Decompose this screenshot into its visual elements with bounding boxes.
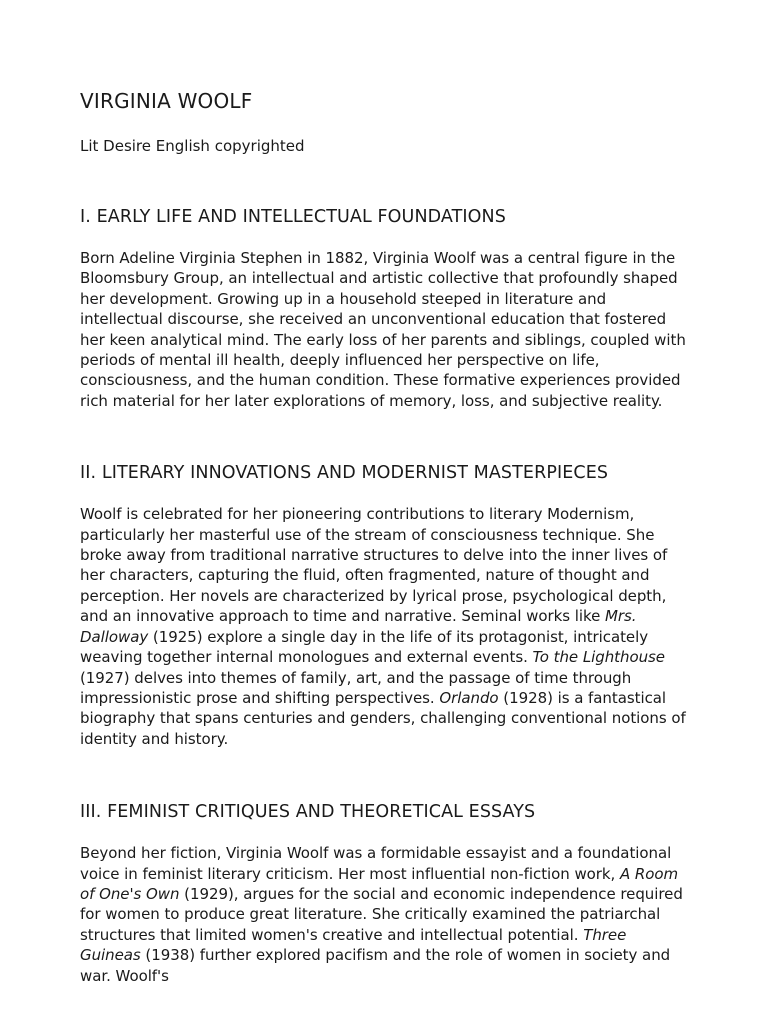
paragraph-text: Born Adeline Virginia Stephen in 1882, Virginia Woolf was a central figure in the Bloomsbury Group, an intellectual and artistic collective that profoundly shaped her development. Growing up in a household steeped in literature and intellectual discourse, she received an unconventional education that fostered her keen analytical mind. The early loss of her parents and siblings, coupled with periods of mental ill health, deeply influenced her perspective on life, consciousness, and the human condition. These formative experiences provided rich material for her later explorations of memory, loss, and subjective reality.	[80, 249, 686, 410]
paragraph-text: (1925) explore a single day in the life of its protagonist, intricately weaving together internal monologues and external events.	[80, 627, 649, 667]
document-title: VIRGINIA WOOLF	[80, 89, 253, 113]
section-paragraph	[80, 248, 688, 411]
section-heading: II. LITERARY INNOVATIONS AND MODERNIST MASTERPIECES	[80, 463, 609, 484]
section-paragraph	[80, 504, 688, 749]
paragraph-text: Woolf is celebrated for her pioneering contributions to literary Modernism, particularly her masterful use of the stream of consciousness technique. She broke away from traditional narrative structures to delve into the inner lives of her characters, capturing the fluid, often fragmented, nature of thought and perception. Her novels are characterized by lyrical prose, psychological depth, and an innovative approach to time and narrative. Seminal works like	[80, 505, 668, 626]
italic-title-text: Mrs. Dalloway	[80, 607, 637, 646]
section-feminist-critiques	[80, 799, 688, 986]
section-heading: III. FEMINIST CRITIQUES AND THEORETICAL ESSAYS	[80, 802, 536, 823]
paragraph-text: (1928) is a fantastical biography that spans centuries and genders, challenging conventional notions of identity and history.	[80, 688, 686, 748]
italic-title-text: Three Guineas	[80, 925, 627, 965]
paragraph-text: (1938) further explored pacifism and the role of women in society and war. Woolf's	[80, 946, 671, 985]
section-paragraph	[80, 843, 688, 986]
paragraph-text: Beyond her fiction, Virginia Woolf was a formidable essayist and a foundational voice in feminist literary criticism. Her most influential non-fiction work,	[80, 844, 672, 883]
section-literary-innovations	[80, 460, 688, 749]
section-early-life	[80, 204, 688, 411]
paragraph-text: (1929), argues for the social and economic independence required for women to produce great literature. She critically examined the patriarchal structures that limited women's creative and intellectual potential.	[80, 884, 683, 944]
italic-title-text: Orlando	[439, 688, 499, 707]
italic-title-text: To the Lighthouse	[532, 648, 665, 667]
italic-title-text: A Room of One's Own	[80, 864, 679, 903]
paragraph-text: (1927) delves into themes of family, art, and the passage of time through impressionistic prose and shifting perspectives.	[80, 668, 632, 707]
document-subtitle: Lit Desire English copyrighted	[80, 137, 305, 155]
section-heading: I. EARLY LIFE AND INTELLECTUAL FOUNDATIONS	[80, 207, 506, 227]
